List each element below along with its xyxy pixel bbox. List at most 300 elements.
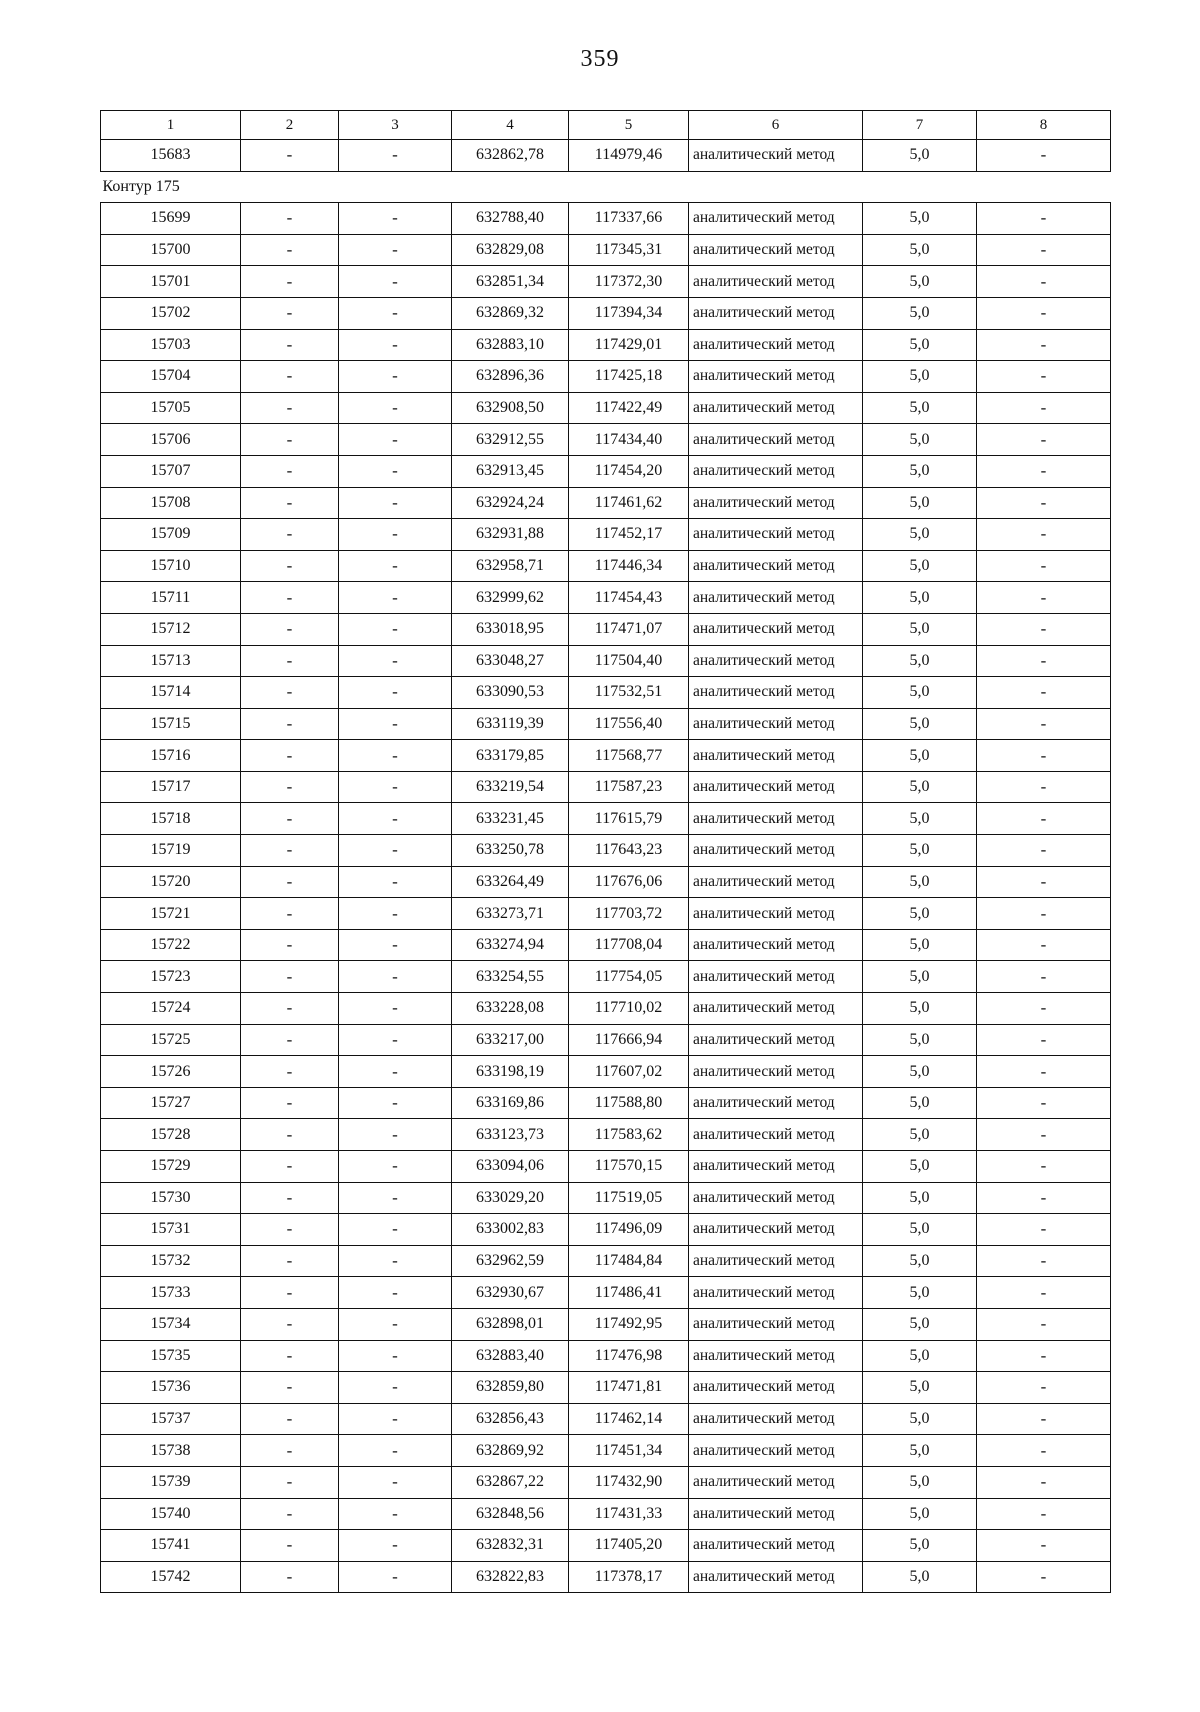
section-row xyxy=(101,171,1111,203)
x-coordinate-cell: 632832,31 xyxy=(452,1530,569,1562)
point-number-cell: 15726 xyxy=(101,1056,241,1088)
point-number-cell: 15742 xyxy=(101,1561,241,1593)
table-cell: - xyxy=(241,140,339,172)
x-coordinate-cell: 632883,10 xyxy=(452,329,569,361)
y-coordinate-cell: 117676,06 xyxy=(569,866,689,898)
point-number-cell: 15701 xyxy=(101,266,241,298)
table-row xyxy=(101,1466,1111,1498)
method-cell: аналитический метод xyxy=(689,1182,863,1214)
table-row xyxy=(101,613,1111,645)
y-coordinate-cell: 117454,20 xyxy=(569,455,689,487)
method-cell: аналитический метод xyxy=(689,961,863,993)
method-cell: аналитический метод xyxy=(689,1340,863,1372)
x-coordinate-cell: 633090,53 xyxy=(452,677,569,709)
table-row xyxy=(101,1245,1111,1277)
table-cell: - xyxy=(241,297,339,329)
table-row xyxy=(101,297,1111,329)
table-cell: - xyxy=(241,550,339,582)
accuracy-cell: 5,0 xyxy=(863,1530,977,1562)
table-row xyxy=(101,1087,1111,1119)
accuracy-cell: 5,0 xyxy=(863,1308,977,1340)
table-row xyxy=(101,1403,1111,1435)
y-coordinate-cell: 117471,81 xyxy=(569,1372,689,1404)
accuracy-cell: 5,0 xyxy=(863,519,977,551)
y-coordinate-cell: 117708,04 xyxy=(569,929,689,961)
table-row xyxy=(101,550,1111,582)
table-cell: - xyxy=(977,961,1111,993)
x-coordinate-cell: 632999,62 xyxy=(452,582,569,614)
table-cell: - xyxy=(339,1056,452,1088)
y-coordinate-cell: 117454,43 xyxy=(569,582,689,614)
column-header: 4 xyxy=(452,111,569,140)
point-number-cell: 15739 xyxy=(101,1466,241,1498)
table-cell: - xyxy=(977,1151,1111,1183)
method-cell: аналитический метод xyxy=(689,297,863,329)
x-coordinate-cell: 632867,22 xyxy=(452,1466,569,1498)
y-coordinate-cell: 117484,84 xyxy=(569,1245,689,1277)
x-coordinate-cell: 633273,71 xyxy=(452,898,569,930)
accuracy-cell: 5,0 xyxy=(863,1119,977,1151)
table-cell: - xyxy=(241,1214,339,1246)
table-cell: - xyxy=(339,613,452,645)
coordinates-table-container xyxy=(100,110,1110,1593)
table-row xyxy=(101,1308,1111,1340)
x-coordinate-cell: 632862,78 xyxy=(452,140,569,172)
point-number-cell: 15729 xyxy=(101,1151,241,1183)
point-number-cell: 15706 xyxy=(101,424,241,456)
x-coordinate-cell: 633029,20 xyxy=(452,1182,569,1214)
x-coordinate-cell: 632913,45 xyxy=(452,455,569,487)
table-row xyxy=(101,392,1111,424)
table-cell: - xyxy=(339,266,452,298)
table-row xyxy=(101,1024,1111,1056)
table-cell: - xyxy=(977,740,1111,772)
table-row xyxy=(101,1056,1111,1088)
table-cell: - xyxy=(977,1435,1111,1467)
table-cell: - xyxy=(241,234,339,266)
table-cell: - xyxy=(339,1119,452,1151)
table-cell: - xyxy=(977,1182,1111,1214)
accuracy-cell: 5,0 xyxy=(863,645,977,677)
x-coordinate-cell: 633250,78 xyxy=(452,835,569,867)
table-cell: - xyxy=(977,1308,1111,1340)
table-row xyxy=(101,582,1111,614)
x-coordinate-cell: 632851,34 xyxy=(452,266,569,298)
table-row xyxy=(101,1372,1111,1404)
y-coordinate-cell: 117405,20 xyxy=(569,1530,689,1562)
table-cell: - xyxy=(339,1087,452,1119)
point-number-cell: 15730 xyxy=(101,1182,241,1214)
accuracy-cell: 5,0 xyxy=(863,329,977,361)
table-row xyxy=(101,487,1111,519)
table-cell: - xyxy=(977,1119,1111,1151)
y-coordinate-cell: 117615,79 xyxy=(569,803,689,835)
y-coordinate-cell: 117532,51 xyxy=(569,677,689,709)
accuracy-cell: 5,0 xyxy=(863,1245,977,1277)
column-header: 7 xyxy=(863,111,977,140)
table-cell: - xyxy=(977,1372,1111,1404)
table-cell: - xyxy=(977,993,1111,1025)
table-cell: - xyxy=(977,1466,1111,1498)
table-cell: - xyxy=(977,234,1111,266)
accuracy-cell: 5,0 xyxy=(863,1340,977,1372)
table-cell: - xyxy=(339,866,452,898)
method-cell: аналитический метод xyxy=(689,677,863,709)
x-coordinate-cell: 632822,83 xyxy=(452,1561,569,1593)
table-cell: - xyxy=(339,1435,452,1467)
method-cell: аналитический метод xyxy=(689,487,863,519)
x-coordinate-cell: 632931,88 xyxy=(452,519,569,551)
table-row xyxy=(101,1182,1111,1214)
table-cell: - xyxy=(339,929,452,961)
table-cell: - xyxy=(339,203,452,235)
accuracy-cell: 5,0 xyxy=(863,1151,977,1183)
table-cell: - xyxy=(977,708,1111,740)
table-cell: - xyxy=(977,803,1111,835)
table-row xyxy=(101,993,1111,1025)
table-cell: - xyxy=(241,1277,339,1309)
method-cell: аналитический метод xyxy=(689,708,863,740)
point-number-cell: 15708 xyxy=(101,487,241,519)
x-coordinate-cell: 632912,55 xyxy=(452,424,569,456)
table-cell: - xyxy=(241,898,339,930)
method-cell: аналитический метод xyxy=(689,1056,863,1088)
y-coordinate-cell: 117703,72 xyxy=(569,898,689,930)
accuracy-cell: 5,0 xyxy=(863,1277,977,1309)
method-cell: аналитический метод xyxy=(689,140,863,172)
x-coordinate-cell: 632856,43 xyxy=(452,1403,569,1435)
accuracy-cell: 5,0 xyxy=(863,234,977,266)
table-row xyxy=(101,929,1111,961)
table-row xyxy=(101,1119,1111,1151)
table-cell: - xyxy=(339,1340,452,1372)
table-cell: - xyxy=(339,519,452,551)
accuracy-cell: 5,0 xyxy=(863,582,977,614)
table-cell: - xyxy=(977,1245,1111,1277)
accuracy-cell: 5,0 xyxy=(863,455,977,487)
table-row xyxy=(101,140,1111,172)
method-cell: аналитический метод xyxy=(689,455,863,487)
table-cell: - xyxy=(241,1530,339,1562)
point-number-cell: 15723 xyxy=(101,961,241,993)
table-cell: - xyxy=(977,1056,1111,1088)
table-cell: - xyxy=(339,961,452,993)
y-coordinate-cell: 117394,34 xyxy=(569,297,689,329)
y-coordinate-cell: 117496,09 xyxy=(569,1214,689,1246)
table-row xyxy=(101,1214,1111,1246)
y-coordinate-cell: 117754,05 xyxy=(569,961,689,993)
y-coordinate-cell: 117432,90 xyxy=(569,1466,689,1498)
accuracy-cell: 5,0 xyxy=(863,803,977,835)
point-number-cell: 15721 xyxy=(101,898,241,930)
accuracy-cell: 5,0 xyxy=(863,297,977,329)
point-number-cell: 15683 xyxy=(101,140,241,172)
method-cell: аналитический метод xyxy=(689,803,863,835)
y-coordinate-cell: 117431,33 xyxy=(569,1498,689,1530)
table-row xyxy=(101,961,1111,993)
table-cell: - xyxy=(241,961,339,993)
accuracy-cell: 5,0 xyxy=(863,1182,977,1214)
table-cell: - xyxy=(977,1277,1111,1309)
table-cell: - xyxy=(241,803,339,835)
x-coordinate-cell: 632869,32 xyxy=(452,297,569,329)
method-cell: аналитический метод xyxy=(689,1214,863,1246)
y-coordinate-cell: 117492,95 xyxy=(569,1308,689,1340)
table-cell: - xyxy=(339,1530,452,1562)
point-number-cell: 15720 xyxy=(101,866,241,898)
table-cell: - xyxy=(241,1435,339,1467)
accuracy-cell: 5,0 xyxy=(863,771,977,803)
point-number-cell: 15727 xyxy=(101,1087,241,1119)
table-cell: - xyxy=(241,708,339,740)
table-row xyxy=(101,1435,1111,1467)
table-row xyxy=(101,266,1111,298)
table-row xyxy=(101,1151,1111,1183)
table-row xyxy=(101,1277,1111,1309)
table-cell: - xyxy=(241,1561,339,1593)
y-coordinate-cell: 117666,94 xyxy=(569,1024,689,1056)
method-cell: аналитический метод xyxy=(689,993,863,1025)
y-coordinate-cell: 117429,01 xyxy=(569,329,689,361)
point-number-cell: 15712 xyxy=(101,613,241,645)
method-cell: аналитический метод xyxy=(689,645,863,677)
table-cell: - xyxy=(241,771,339,803)
table-row xyxy=(101,424,1111,456)
table-row xyxy=(101,803,1111,835)
method-cell: аналитический метод xyxy=(689,203,863,235)
x-coordinate-cell: 632859,80 xyxy=(452,1372,569,1404)
method-cell: аналитический метод xyxy=(689,1308,863,1340)
section-label: Контур 175 xyxy=(102,177,180,195)
y-coordinate-cell: 117710,02 xyxy=(569,993,689,1025)
x-coordinate-cell: 632883,40 xyxy=(452,1340,569,1372)
table-cell: - xyxy=(977,329,1111,361)
method-cell: аналитический метод xyxy=(689,519,863,551)
table-cell: - xyxy=(339,140,452,172)
accuracy-cell: 5,0 xyxy=(863,140,977,172)
point-number-cell: 15707 xyxy=(101,455,241,487)
x-coordinate-cell: 632908,50 xyxy=(452,392,569,424)
point-number-cell: 15733 xyxy=(101,1277,241,1309)
table-cell: - xyxy=(977,771,1111,803)
method-cell: аналитический метод xyxy=(689,835,863,867)
table-row xyxy=(101,203,1111,235)
y-coordinate-cell: 117451,34 xyxy=(569,1435,689,1467)
table-cell: - xyxy=(977,266,1111,298)
x-coordinate-cell: 633228,08 xyxy=(452,993,569,1025)
table-cell: - xyxy=(241,1119,339,1151)
method-cell: аналитический метод xyxy=(689,740,863,772)
accuracy-cell: 5,0 xyxy=(863,1561,977,1593)
y-coordinate-cell: 117556,40 xyxy=(569,708,689,740)
column-header: 6 xyxy=(689,111,863,140)
method-cell: аналитический метод xyxy=(689,550,863,582)
x-coordinate-cell: 632898,01 xyxy=(452,1308,569,1340)
table-cell: - xyxy=(241,835,339,867)
point-number-cell: 15704 xyxy=(101,361,241,393)
x-coordinate-cell: 632962,59 xyxy=(452,1245,569,1277)
accuracy-cell: 5,0 xyxy=(863,1056,977,1088)
table-cell: - xyxy=(339,993,452,1025)
point-number-cell: 15710 xyxy=(101,550,241,582)
table-cell: - xyxy=(977,424,1111,456)
x-coordinate-cell: 633119,39 xyxy=(452,708,569,740)
x-coordinate-cell: 632958,71 xyxy=(452,550,569,582)
table-row xyxy=(101,361,1111,393)
point-number-cell: 15699 xyxy=(101,203,241,235)
accuracy-cell: 5,0 xyxy=(863,424,977,456)
table-row xyxy=(101,519,1111,551)
x-coordinate-cell: 632788,40 xyxy=(452,203,569,235)
point-number-cell: 15702 xyxy=(101,297,241,329)
table-cell: - xyxy=(977,677,1111,709)
accuracy-cell: 5,0 xyxy=(863,203,977,235)
table-cell: - xyxy=(339,1561,452,1593)
table-cell: - xyxy=(339,1024,452,1056)
table-row xyxy=(101,329,1111,361)
method-cell: аналитический метод xyxy=(689,424,863,456)
point-number-cell: 15731 xyxy=(101,1214,241,1246)
table-cell: - xyxy=(339,1372,452,1404)
x-coordinate-cell: 632930,67 xyxy=(452,1277,569,1309)
table-cell: - xyxy=(339,550,452,582)
table-cell: - xyxy=(977,866,1111,898)
y-coordinate-cell: 117583,62 xyxy=(569,1119,689,1151)
table-cell: - xyxy=(339,898,452,930)
point-number-cell: 15709 xyxy=(101,519,241,551)
table-cell: - xyxy=(241,1498,339,1530)
table-cell: - xyxy=(241,1024,339,1056)
table-cell: - xyxy=(977,1214,1111,1246)
point-number-cell: 15715 xyxy=(101,708,241,740)
table-cell: - xyxy=(339,803,452,835)
accuracy-cell: 5,0 xyxy=(863,929,977,961)
y-coordinate-cell: 117462,14 xyxy=(569,1403,689,1435)
table-cell: - xyxy=(977,898,1111,930)
table-cell: - xyxy=(241,1308,339,1340)
table-cell: - xyxy=(241,487,339,519)
table-cell: - xyxy=(339,1151,452,1183)
table-row xyxy=(101,740,1111,772)
y-coordinate-cell: 117607,02 xyxy=(569,1056,689,1088)
x-coordinate-cell: 633254,55 xyxy=(452,961,569,993)
method-cell: аналитический метод xyxy=(689,1245,863,1277)
method-cell: аналитический метод xyxy=(689,1498,863,1530)
table-cell: - xyxy=(977,519,1111,551)
table-cell: - xyxy=(241,519,339,551)
table-cell: - xyxy=(241,613,339,645)
point-number-cell: 15741 xyxy=(101,1530,241,1562)
accuracy-cell: 5,0 xyxy=(863,1403,977,1435)
x-coordinate-cell: 633094,06 xyxy=(452,1151,569,1183)
table-cell: - xyxy=(241,740,339,772)
method-cell: аналитический метод xyxy=(689,1530,863,1562)
point-number-cell: 15724 xyxy=(101,993,241,1025)
method-cell: аналитический метод xyxy=(689,1277,863,1309)
table-cell: - xyxy=(241,424,339,456)
y-coordinate-cell: 117568,77 xyxy=(569,740,689,772)
table-cell: - xyxy=(241,455,339,487)
table-cell: - xyxy=(241,1466,339,1498)
point-number-cell: 15700 xyxy=(101,234,241,266)
accuracy-cell: 5,0 xyxy=(863,1498,977,1530)
point-number-cell: 15734 xyxy=(101,1308,241,1340)
table-cell: - xyxy=(977,835,1111,867)
point-number-cell: 15719 xyxy=(101,835,241,867)
table-cell: - xyxy=(977,1530,1111,1562)
point-number-cell: 15736 xyxy=(101,1372,241,1404)
table-cell: - xyxy=(977,1087,1111,1119)
y-coordinate-cell: 117643,23 xyxy=(569,835,689,867)
accuracy-cell: 5,0 xyxy=(863,487,977,519)
table-cell: - xyxy=(339,455,452,487)
method-cell: аналитический метод xyxy=(689,1024,863,1056)
accuracy-cell: 5,0 xyxy=(863,1372,977,1404)
table-cell: - xyxy=(977,203,1111,235)
x-coordinate-cell: 632896,36 xyxy=(452,361,569,393)
point-number-cell: 15737 xyxy=(101,1403,241,1435)
method-cell: аналитический метод xyxy=(689,1403,863,1435)
method-cell: аналитический метод xyxy=(689,392,863,424)
column-header: 1 xyxy=(101,111,241,140)
x-coordinate-cell: 632869,92 xyxy=(452,1435,569,1467)
method-cell: аналитический метод xyxy=(689,266,863,298)
table-cell: - xyxy=(339,645,452,677)
point-number-cell: 15714 xyxy=(101,677,241,709)
table-cell: - xyxy=(339,1403,452,1435)
table-cell: - xyxy=(241,1372,339,1404)
table-cell: - xyxy=(339,1277,452,1309)
y-coordinate-cell: 117434,40 xyxy=(569,424,689,456)
column-header: 3 xyxy=(339,111,452,140)
table-cell: - xyxy=(339,487,452,519)
table-cell: - xyxy=(339,329,452,361)
y-coordinate-cell: 117378,17 xyxy=(569,1561,689,1593)
table-cell: - xyxy=(977,487,1111,519)
table-cell: - xyxy=(241,1403,339,1435)
table-cell: - xyxy=(241,1245,339,1277)
y-coordinate-cell: 117345,31 xyxy=(569,234,689,266)
table-cell: - xyxy=(241,329,339,361)
accuracy-cell: 5,0 xyxy=(863,961,977,993)
point-number-cell: 15705 xyxy=(101,392,241,424)
x-coordinate-cell: 633231,45 xyxy=(452,803,569,835)
accuracy-cell: 5,0 xyxy=(863,993,977,1025)
x-coordinate-cell: 633002,83 xyxy=(452,1214,569,1246)
method-cell: аналитический метод xyxy=(689,613,863,645)
table-cell: - xyxy=(241,1182,339,1214)
accuracy-cell: 5,0 xyxy=(863,266,977,298)
table-cell: - xyxy=(241,677,339,709)
method-cell: аналитический метод xyxy=(689,866,863,898)
table-cell: - xyxy=(241,929,339,961)
table-cell: - xyxy=(339,740,452,772)
accuracy-cell: 5,0 xyxy=(863,1435,977,1467)
table-cell: - xyxy=(241,582,339,614)
x-coordinate-cell: 633179,85 xyxy=(452,740,569,772)
y-coordinate-cell: 117461,62 xyxy=(569,487,689,519)
table-cell: - xyxy=(241,1056,339,1088)
point-number-cell: 15728 xyxy=(101,1119,241,1151)
x-coordinate-cell: 633169,86 xyxy=(452,1087,569,1119)
table-row xyxy=(101,234,1111,266)
table-cell: - xyxy=(241,866,339,898)
table-row xyxy=(101,835,1111,867)
table-cell: - xyxy=(977,582,1111,614)
table-body xyxy=(101,140,1111,1593)
x-coordinate-cell: 633219,54 xyxy=(452,771,569,803)
table-cell: - xyxy=(339,1466,452,1498)
